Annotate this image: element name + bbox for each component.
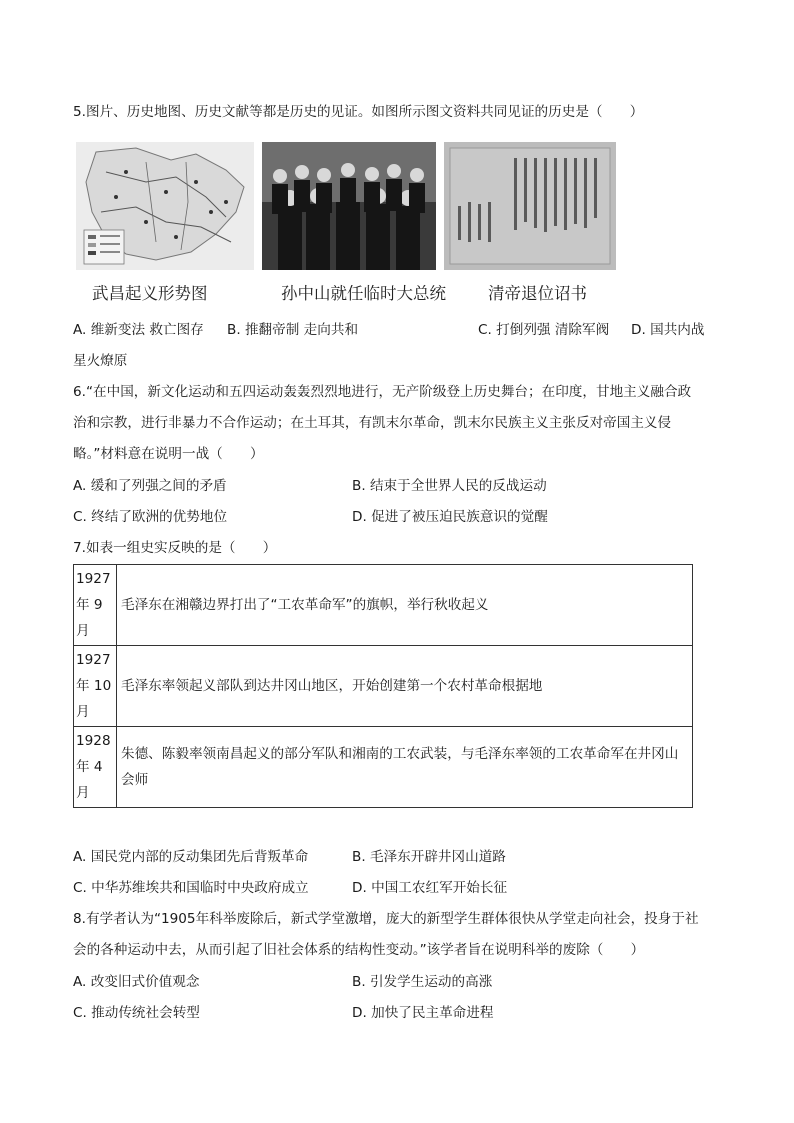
q6-option-a[interactable]: A. 缓和了列强之间的矛盾 — [73, 478, 227, 494]
date-suffix: 月 — [76, 704, 90, 720]
table-cell-event — [117, 727, 693, 808]
sun-yat-sen-inauguration-photo — [262, 142, 436, 270]
q5-stem: 5.图片、历史地图、历史文献等都是历史的见证。如图所示图文资料共同见证的历史是（ ） — [73, 104, 644, 120]
q5-option-d[interactable]: D. 国共内战 — [631, 322, 705, 338]
date-month: 年 4 — [76, 759, 103, 775]
q6-option-b[interactable]: B. 结束于全世界人民的反战运动 — [352, 478, 547, 494]
date-suffix: 月 — [76, 785, 90, 801]
q7-option-d[interactable]: D. 中国工农红军开始长征 — [352, 880, 508, 896]
table-cell-event — [117, 646, 693, 727]
table-cell-date — [74, 565, 117, 646]
event-text-continued: 会师 — [121, 772, 149, 788]
q8-option-d[interactable]: D. 加快了民主革命进程 — [352, 1005, 494, 1021]
q6-stem-line-1: 6.“在中国，新文化运动和五四运动轰轰烈烈地进行，无产阶级登上历史舞台；在印度，甘地主义融合政 — [73, 384, 692, 400]
caption-sun-yat-sen: 孙中山就任临时大总统 — [281, 284, 446, 303]
wuchang-uprising-map-image — [76, 142, 254, 270]
date-year: 1928 — [76, 733, 111, 749]
table-cell-event — [117, 565, 693, 646]
q5-option-a[interactable]: A. 维新变法 救亡图存 — [73, 322, 204, 338]
q7-option-a[interactable]: A. 国民党内部的反动集团先后背叛革命 — [73, 849, 309, 865]
event-text: 毛泽东在湘赣边界打出了“工农革命军”的旗帜，举行秋收起义 — [121, 597, 489, 613]
q8-option-b[interactable]: B. 引发学生运动的高涨 — [352, 974, 493, 990]
q6-option-c[interactable]: C. 终结了欧洲的优势地位 — [73, 509, 228, 525]
date-month: 年 10 — [76, 678, 112, 694]
q6-stem-line-2: 治和宗教，进行非暴力不合作运动；在土耳其，有凯末尔革命，凯末尔民族主义主张反对帝国主义侵 — [73, 415, 672, 431]
q5-option-c[interactable]: C. 打倒列强 清除军阀 — [478, 322, 610, 338]
date-year: 1927 — [76, 571, 111, 587]
table-row — [74, 727, 693, 808]
table-cell-date — [74, 727, 117, 808]
q5-option-b[interactable]: B. 推翻帝制 走向共和 — [227, 322, 359, 338]
date-month: 年 9 — [76, 597, 103, 613]
q7-history-table — [73, 564, 693, 808]
q7-stem: 7.如表一组史实反映的是（ ） — [73, 540, 277, 556]
table-row — [74, 646, 693, 727]
q5-option-d-continued: 星火燎原 — [73, 353, 128, 369]
q8-stem-line-2: 会的各种运动中去，从而引起了旧社会体系的结构性变动。”该学者旨在说明科举的废除（ ） — [73, 942, 645, 958]
q8-option-a[interactable]: A. 改变旧式价值观念 — [73, 974, 200, 990]
q6-stem-line-3: 略。”材料意在说明一战（ ） — [73, 446, 264, 462]
date-year: 1927 — [76, 652, 111, 668]
date-suffix: 月 — [76, 623, 90, 639]
q8-stem-line-1: 8.有学者认为“1905年科举废除后，新式学堂激增，庞大的新型学生群体很快从学堂走向社会，投身于社 — [73, 911, 699, 927]
event-text: 朱德、陈毅率领南昌起义的部分军队和湘南的工农武装，与毛泽东率领的工农革命军在井冈山 — [121, 746, 679, 762]
q7-option-b[interactable]: B. 毛泽东开辟井冈山道路 — [352, 849, 506, 865]
caption-abdication-edict: 清帝退位诏书 — [488, 284, 587, 303]
q8-option-c[interactable]: C. 推动传统社会转型 — [73, 1005, 200, 1021]
table-cell-date — [74, 646, 117, 727]
qing-abdication-edict-image — [444, 142, 616, 270]
event-text: 毛泽东率领起义部队到达井冈山地区，开始创建第一个农村革命根据地 — [121, 678, 543, 694]
caption-wuchang-map: 武昌起义形势图 — [92, 284, 208, 303]
q6-option-d[interactable]: D. 促进了被压迫民族意识的觉醒 — [352, 509, 548, 525]
q7-option-c[interactable]: C. 中华苏维埃共和国临时中央政府成立 — [73, 880, 309, 896]
table-row — [74, 565, 693, 646]
